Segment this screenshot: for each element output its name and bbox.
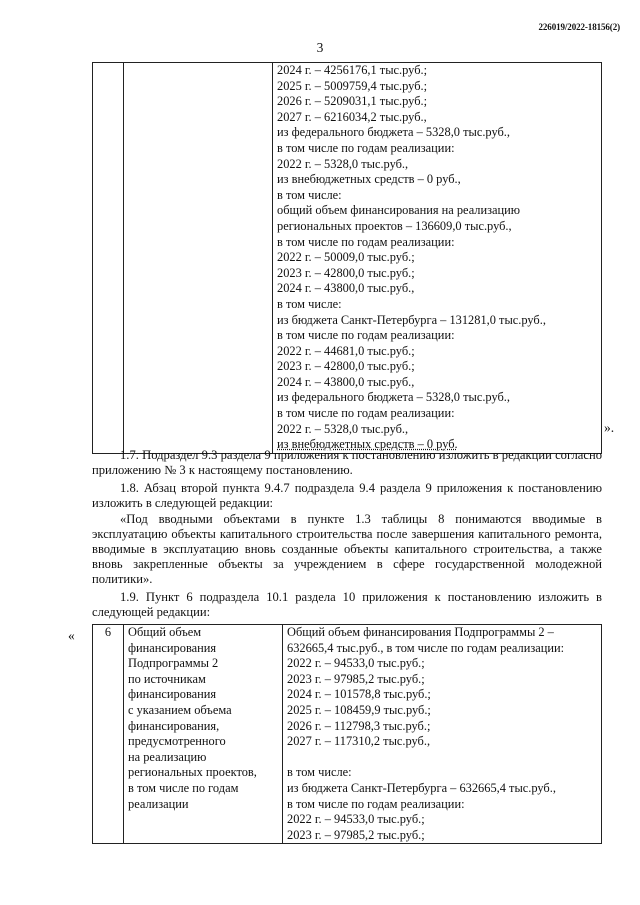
table2-row-number [93, 625, 124, 844]
table2-value-line: 632665,4 тыс.руб., в том числе по годам реализации: [287, 640, 565, 655]
table2-label-cell [124, 625, 283, 844]
paragraph-1-7: 1.7. Подраздел 9.3 раздела 9 приложения к постановлению изложить в редакции согласно приложению № 3 к настоящему постановлению. [92, 448, 602, 477]
table1-line: из бюджета Санкт-Петербурга – 131281,0 тыс.руб., [277, 312, 546, 327]
table2-value-line: 2024 г. – 101578,8 тыс.руб.; [287, 687, 431, 702]
table1-line: 2024 г. – 43800,0 тыс.руб., [277, 374, 415, 389]
table1-line: 2022 г. – 50009,0 тыс.руб.; [277, 250, 415, 265]
page-number: 3 [316, 40, 324, 55]
table2-value-cell [283, 625, 602, 844]
table1-line: из внебюджетных средств – 0 руб., [277, 172, 461, 187]
table2-label-line: региональных проектов, [128, 765, 257, 780]
table1-line: 2022 г. – 5328,0 тыс.руб., [277, 421, 409, 436]
table1-line: 2025 г. – 5009759,4 тыс.руб.; [277, 78, 428, 93]
table1-line: в том числе по годам реализации: [277, 140, 455, 155]
table2-label-lines [128, 625, 278, 812]
table1-line: 2022 г. – 44681,0 тыс.руб.; [277, 343, 415, 358]
table1-line: региональных проектов – 136609,0 тыс.руб., [277, 218, 512, 233]
table1-value-lines [277, 63, 597, 437]
table1-last-line: из внебюджетных средств – 0 руб. [277, 437, 458, 452]
table1-line: в том числе по годам реализации: [277, 328, 455, 343]
table1-line: 2022 г. – 5328,0 тыс.руб., [277, 156, 409, 171]
closing-quote: ». [604, 420, 615, 435]
table2-value-lines-b [287, 765, 597, 843]
table1-line: 2024 г. – 43800,0 тыс.руб., [277, 281, 415, 296]
subprogram-2-table [92, 624, 602, 844]
table2-value-line: 2027 г. – 117310,2 тыс.руб., [287, 734, 431, 749]
document-id: 226019/2022-18156(2) [538, 22, 620, 32]
table1-col-number [93, 63, 124, 454]
table2-value-line: 2022 г. – 94533,0 тыс.руб.; [287, 812, 425, 827]
table1-line: 2023 г. – 42800,0 тыс.руб.; [277, 359, 415, 374]
table2-spacer [287, 750, 597, 766]
table1-line: из федерального бюджета – 5328,0 тыс.руб., [277, 390, 510, 405]
table1-line: общий объем финансирования на реализацию [277, 203, 521, 218]
table2-value-line: 2023 г. – 97985,2 тыс.руб.; [287, 671, 425, 686]
table2-value-lines-a [287, 625, 597, 750]
table2-label-line: Подпрограммы 2 [128, 656, 219, 671]
opening-quote: « [68, 628, 75, 643]
table2-value-line: 2022 г. – 94533,0 тыс.руб.; [287, 656, 425, 671]
table1-line: 2026 г. – 5209031,1 тыс.руб.; [277, 94, 428, 109]
table2-label-line: предусмотренного [128, 734, 226, 749]
table1-line: в том числе по годам реализации: [277, 234, 455, 249]
table2-label-line: реализации [128, 796, 189, 811]
table1-line: 2023 г. – 42800,0 тыс.руб.; [277, 265, 415, 280]
table2-label-line: финансирования [128, 687, 217, 702]
table2-value-line: из бюджета Санкт-Петербурга – 632665,4 тыс.руб., [287, 780, 556, 795]
table2-label-line: Общий объем [128, 625, 202, 639]
table2-label-line: финансирования, [128, 718, 220, 733]
table1-col-values [273, 63, 602, 454]
table2-label-line: на реализацию [128, 749, 207, 764]
quoted-paragraph: «Под вводными объектами в пункте 1.3 таблицы 8 понимаются вводимые в эксплуатацию объекты капитального строительства после завершения капитального ремонта, вводимые в эксплуатацию вновь созданные объекты капитального строительства, а также вновь закрепленные объекты за учреждением в сфере государственной молодежной политики». [92, 512, 602, 586]
table1-line: в том числе: [277, 187, 342, 202]
paragraph-1-8: 1.8. Абзац второй пункта 9.4.7 подраздела 9.4 раздела 9 приложения к постановлению изложить в следующей редакции: [92, 481, 602, 510]
paragraph-1-9: 1.9. Пункт 6 подраздела 10.1 раздела 10 приложения к постановлению изложить в следующей редакции: [92, 590, 602, 619]
table2-label-line: в том числе по годам [128, 780, 239, 795]
table2-value-line: 2026 г. – 112798,3 тыс.руб.; [287, 718, 431, 733]
row-number-text: 6 [104, 625, 112, 639]
table1-line: в том числе по годам реализации: [277, 406, 455, 421]
table2-label-line: по источникам [128, 671, 206, 686]
table2-label-line: с указанием объема [128, 702, 232, 717]
table1-line: 2027 г. – 6216034,2 тыс.руб., [277, 109, 427, 124]
financing-table-continued [92, 62, 602, 454]
table2-value-line: 2023 г. – 97985,2 тыс.руб.; [287, 827, 425, 842]
table1-line: 2024 г. – 4256176,1 тыс.руб.; [277, 63, 428, 77]
table2-value-line: 2025 г. – 108459,9 тыс.руб.; [287, 702, 431, 717]
table2-value-line: Общий объем финансирования Подпрограммы 2 – [287, 625, 554, 639]
table1-col-label [124, 63, 273, 454]
table1-line: в том числе: [277, 296, 342, 311]
table2-value-line: в том числе по годам реализации: [287, 796, 465, 811]
table2-label-line: финансирования [128, 640, 217, 655]
table1-line: из федерального бюджета – 5328,0 тыс.руб., [277, 125, 510, 140]
table2-value-line: в том числе: [287, 765, 352, 780]
